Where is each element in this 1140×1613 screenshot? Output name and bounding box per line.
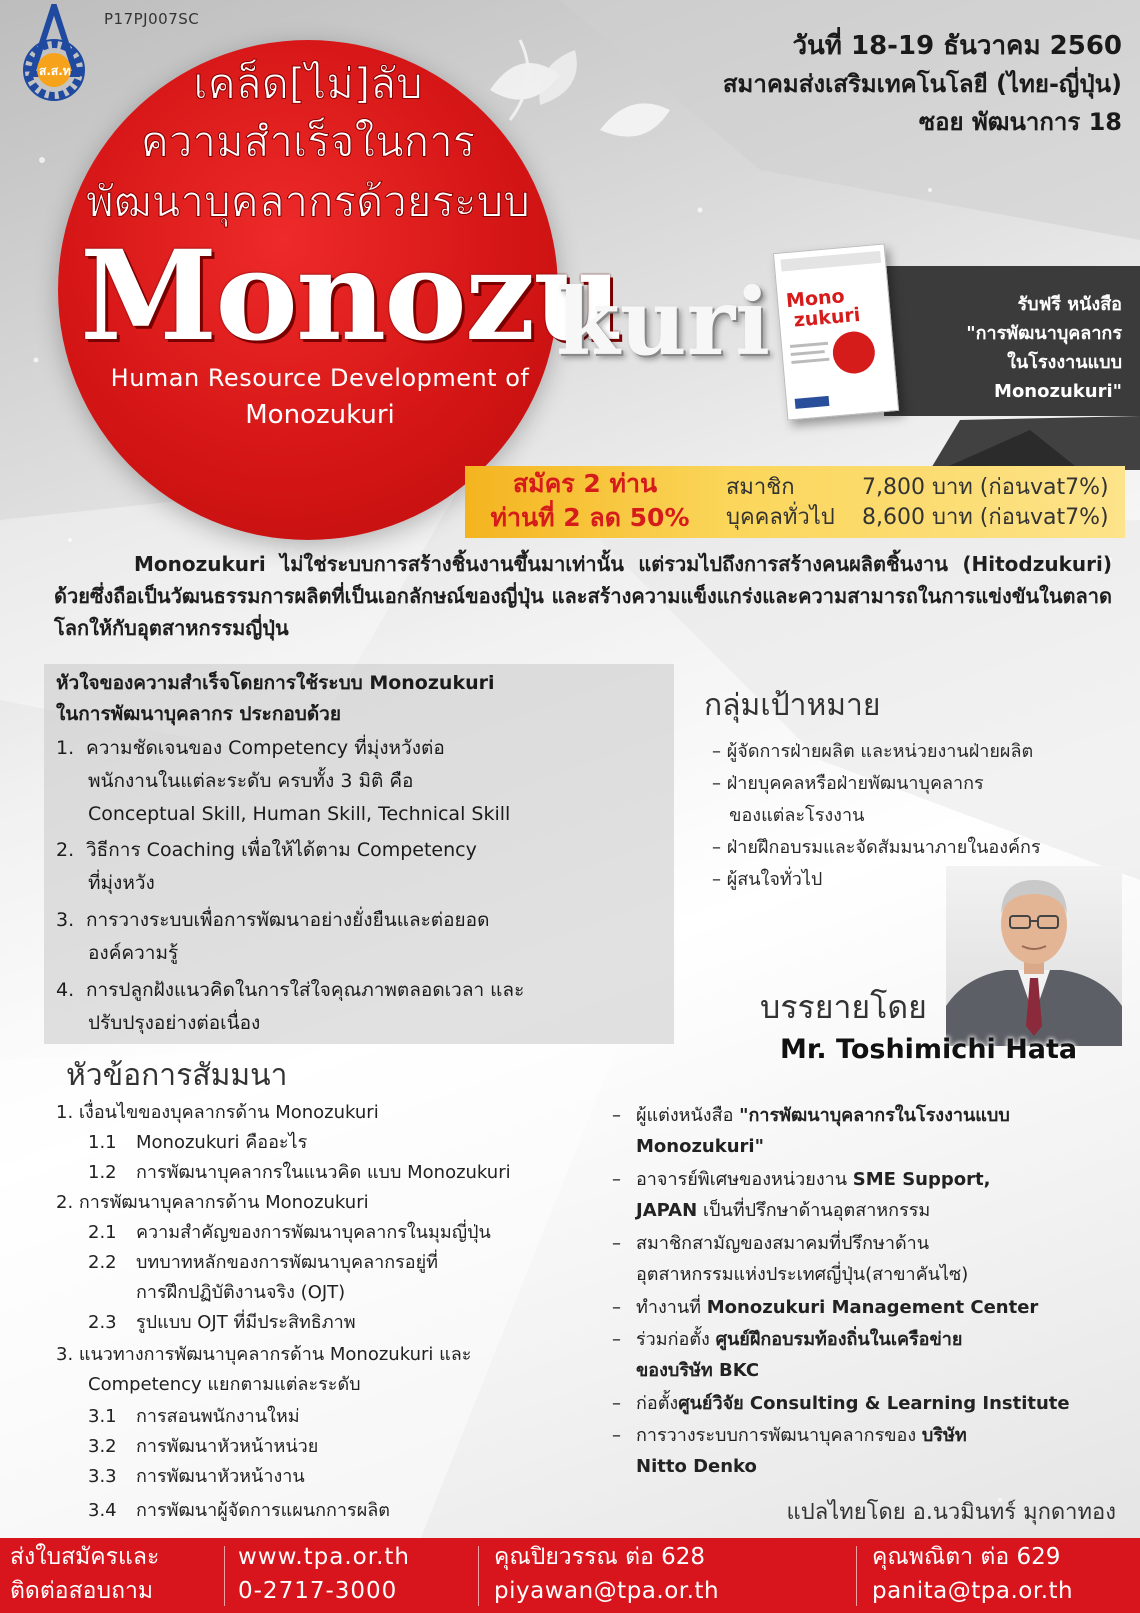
footer-divider [224,1546,225,1606]
topic-subitem-number: 2.1 [88,1222,117,1243]
bio-text-bold: SME Support, [852,1169,991,1190]
bio-text-bold: ของบริษัท BKC [636,1360,760,1381]
price-member-value: 7,800 บาท (ก่อนvat7%) [862,475,1109,500]
promo-register-2: สมัคร 2 ท่าน [512,469,658,498]
target-item: – ผู้จัดการฝ่ายผลิต และหน่วยงานฝ่ายผลิต [712,741,1034,762]
topic-subitem-number: 3.2 [88,1436,117,1457]
topic-subitem [88,1158,648,1188]
heart-item [56,834,656,900]
bio-dash: – [612,1105,621,1126]
heart-item-number: 2. [56,839,75,861]
topic-item: 1. เงื่อนไขของบุคลากรด้าน Monozukuri [56,1102,379,1123]
bio-text: ร่วมก่อตั้ง [636,1329,716,1350]
title-kuri: kuri [556,268,771,376]
topic-subitem-number: 3.1 [88,1406,117,1427]
book-red-circle [831,330,877,376]
footer-phone[interactable]: 0-2717-3000 [238,1578,398,1604]
free-book-line-3: ในโรงงานแบบ [1007,352,1122,373]
speaker-name: Mr. Toshimichi Hata [780,1034,1078,1065]
book-text-line [791,350,825,356]
price-member-label: สมาชิก [726,475,795,500]
topic-subitem-text: การสอนพนักงานใหม่ [136,1406,300,1427]
free-book-line-2: "การพัฒนาบุคลากร [966,323,1122,344]
book-header-strip [780,251,881,272]
book-title-mono: Mono [785,285,846,313]
topic-subitem-text: รูปแบบ OJT ที่มีประสิทธิภาพ [136,1312,356,1333]
book-publisher-logo [795,396,830,409]
target-item: ของแต่ละโรงงาน [712,805,865,826]
bio-text-bold: Nitto Denko [636,1456,757,1477]
topic-subitem [88,1308,648,1338]
heart-title-line-1: หัวใจของความสำเร็จโดยการใช้ระบบ Monozukuri [56,672,495,694]
bio-dash: – [612,1297,621,1318]
footer-contact-1: คุณปิยวรรณ ต่อ 628 [494,1544,706,1570]
target-group-title: กลุ่มเป้าหมาย [704,688,881,723]
topic-subitem-text: Monozukuri คืออะไร [136,1132,308,1153]
topic-item: 3. แนวทางการพัฒนาบุคลากรด้าน Monozukuri และ [56,1344,472,1365]
promo-discount: ท่านที่ 2 ลด 50% [490,503,690,532]
topic-subitem [88,1402,648,1432]
bio-text-bold: Monozukuri Management Center [706,1297,1039,1318]
topic-subitem-text: ความสำคัญของการพัฒนาบุคลากรในมุมญี่ปุ่น [136,1222,491,1243]
target-item: – ฝ่ายฝึกอบรมและจัดสัมมนาภายในองค์กร [712,837,1041,858]
subtitle-line-2: Monozukuri [245,400,395,430]
bio-text: อุตสาหกรรมแห่งประเทศญี่ปุ่น(สาขาคันไซ) [636,1264,969,1285]
book-title-zukuri: zukuri [792,303,862,332]
free-book-text [882,290,1122,406]
footer-divider [856,1546,857,1606]
free-book-line-1: รับฟรี หนังสือ [1017,294,1122,315]
bio-text-bold: บริษัท [921,1425,967,1446]
subtitle-line-1: Human Resource Development of [110,364,530,392]
bio-text: สมาชิกสามัญของสมาคมที่ปรึกษาด้าน [636,1233,930,1254]
heart-item [56,904,656,970]
bio-text: อาจารย์พิเศษของหน่วยงาน [636,1169,853,1190]
logo-text: ส.ส.ท [39,64,71,78]
bio-item [612,1292,1122,1323]
topic-subitem [88,1248,648,1278]
topic-subitem-text: การพัฒนาบุคลากรในแนวคิด แบบ Monozukuri [136,1162,511,1183]
heart-item-text: ปรับปรุงอย่างต่อเนื่อง [88,1012,261,1034]
heart-item-text: วิธีการ Coaching เพื่อให้ได้ตาม Competency [86,839,477,861]
heart-item-number: 1. [56,737,75,759]
footer-contact-2: คุณพณิตา ต่อ 629 [872,1544,1061,1570]
heart-item [56,974,656,1040]
topic-subitem-text: การพัฒนาผู้จัดการแผนกการผลิต [136,1500,390,1521]
heart-item-text: การวางระบบเพื่อการพัฒนาอย่างยั่งยืนและต่อยอด [86,909,490,931]
topic-subitem [88,1496,648,1526]
topic-subitem-text: การพัฒนาหัวหน้างาน [136,1466,305,1487]
seminar-topics-title: หัวข้อการสัมมนา [66,1058,288,1093]
heart-item [56,732,656,831]
bio-text: ผู้แต่งหนังสือ [636,1105,740,1126]
topic-subitem-number: 1.1 [88,1132,117,1153]
topic-subitem [88,1128,648,1158]
topic-subitem-number: 3.3 [88,1466,117,1487]
heart-item-number: 4. [56,979,75,1001]
bio-dash: – [612,1169,621,1190]
topic-subitem-number: 2.2 [88,1252,117,1273]
title-line-3: พัฒนาบุคลากรด้วยระบบ [86,177,530,226]
bio-text: การวางระบบการพัฒนาบุคลากรของ [636,1425,922,1446]
heart-title [56,668,656,730]
price-general-value: 8,600 บาท (ก่อนvat7%) [862,505,1109,530]
bio-dash: – [612,1425,621,1446]
footer-divider [478,1546,479,1606]
event-date: วันที่ 18-19 ธันวาคม 2560 [792,31,1122,61]
topic-subitem-text: บทบาทหลักของการพัฒนาบุคลากรอยู่ที่ [136,1252,438,1273]
footer-email-2-link[interactable]: panita@tpa.or.th [872,1578,1074,1604]
topic-item-cont: Competency แยกตามแต่ละระดับ [88,1374,361,1395]
topic-subitem-text: การพัฒนาหัวหน้าหน่วย [136,1436,319,1457]
event-soi: ซอย พัฒนาการ 18 [918,108,1122,136]
bio-item [612,1388,1122,1419]
topic-subitem [88,1218,648,1248]
bio-text: ทำงานที่ [636,1297,707,1318]
event-venue: สมาคมส่งเสริมเทคโนโลยี (ไทย-ญี่ปุ่น) [722,70,1122,98]
target-item: – ผู้สนใจทั่วไป [712,869,823,890]
title-line-2: ความสำเร็จในการ [140,117,476,166]
heart-item-text: ความชัดเจนของ Competency ที่มุ่งหวังต่อ [86,737,445,759]
bio-text-bold: ศูนย์ฝึกอบรมท้องถิ่นในเครือข่าย [715,1329,963,1350]
speaker-label: บรรยายโดย [760,988,927,1026]
topic-subitem-number: 2.3 [88,1312,117,1333]
heart-item-number: 3. [56,909,75,931]
heart-item-text: การปลูกฝังแนวคิดในการใส่ใจคุณภาพตลอดเวลา และ [86,979,525,1001]
bio-item [612,1420,1122,1482]
translator: แปลไทยโดย อ.นวมินทร์ มุกดาทอง [786,1500,1116,1525]
bio-text: ก่อตั้ง [636,1393,679,1414]
heart-item-text: ที่มุ่งหวัง [88,872,155,894]
heart-title-line-2: ในการพัฒนาบุคลากร ประกอบด้วย [56,703,341,725]
speaker-photo [946,866,1122,1046]
topic-subitem-cont: การฝึกปฏิบัติงานจริง (OJT) [136,1282,346,1303]
intro-paragraph [54,548,1112,644]
topic-subitem-number: 1.2 [88,1162,117,1183]
topic-item: 2. การพัฒนาบุคลากรด้าน Monozukuri [56,1192,369,1213]
bio-text-bold: JAPAN [636,1200,698,1221]
book-text-line [790,342,828,348]
bio-text-bold: Monozukuri" [636,1136,764,1157]
heart-item-text: องค์ความรู้ [88,942,179,964]
book-cover [773,243,899,420]
bio-item [612,1100,1122,1162]
heart-item-text: Conceptual Skill, Human Skill, Technical Skill [88,803,511,825]
topic-subitem-number: 3.4 [88,1500,117,1521]
book-text-line [791,358,829,364]
bio-dash: – [612,1233,621,1254]
title-line-1: เคล็ด[ไม่]ลับ [193,59,423,108]
bio-item [612,1228,1122,1290]
target-item: – ฝ่ายบุคคลหรือฝ่ายพัฒนาบุคลากร [712,773,984,794]
topic-subitem [88,1462,648,1492]
bio-text: เป็นที่ปรึกษาด้านอุตสาหกรรม [697,1200,931,1221]
free-book-line-4: Monozukuri" [994,381,1122,402]
heart-item-text: พนักงานในแต่ละระดับ ครบทั้ง 3 มิติ คือ [88,770,414,792]
footer-website-link[interactable]: www.tpa.or.th [238,1544,410,1570]
bio-item [612,1164,1122,1226]
document-code: P17PJ007SC [104,10,200,28]
intro-text: Monozukuri ไม่ใช่ระบบการสร้างชิ้นงานขึ้นมาเท่านั้น แต่รวมไปถึงการสร้างคนผลิตชิ้นงาน (Hitodzukuri) ด้วยซึ่งถือเป็นวัฒนธรรมการผลิตที่เป็นเอกลักษณ์ของญี่ปุ่น และสร้างความแข็งแกร่งและความสามารถในการแข่งขันในตลาดโลกให้กับอุตสาหกรรมญี่ปุ่น [54,552,1112,640]
bio-dash: – [612,1329,621,1350]
topic-subitem [88,1432,648,1462]
bio-dash: – [612,1393,621,1414]
footer-email-1-link[interactable]: piyawan@tpa.or.th [494,1578,720,1604]
price-general-label: บุคคลทั่วไป [726,505,835,530]
bio-text-bold: "การพัฒนาบุคลากรในโรงงานแบบ [739,1105,1010,1126]
bio-item [612,1324,1122,1386]
footer-label-1: ส่งใบสมัครและ [10,1544,160,1570]
bio-text-bold: ศูนย์วิจัย Consulting & Learning Institute [678,1393,1070,1414]
title-monozu: Monozu [80,224,622,369]
footer-label-2: ติดต่อสอบถาม [10,1578,154,1604]
